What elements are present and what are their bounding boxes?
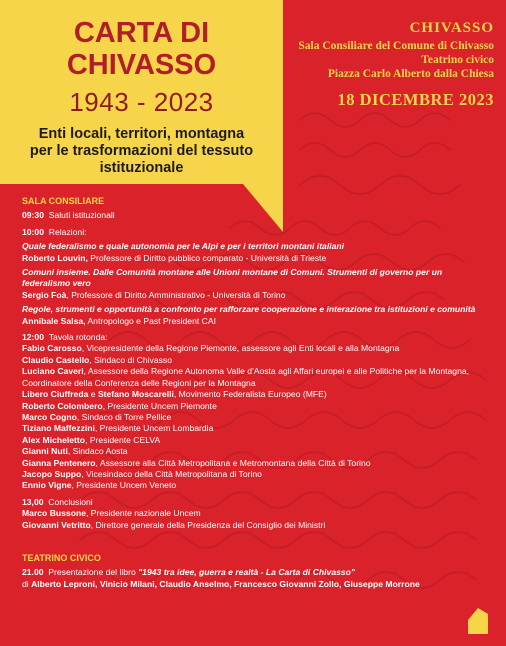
panelist <box>22 355 492 366</box>
time: 12:00 <box>22 332 44 343</box>
program-item-talks <box>22 227 492 238</box>
item-text: Presentazione del libro <box>48 567 139 578</box>
panelist-name: Tiziano Maffezzini <box>22 423 95 434</box>
item-text: Saluti istituzionali <box>48 210 115 221</box>
panelist-name: Marco Cogno <box>22 411 77 422</box>
panelist-name: Luciano Caveri <box>22 366 84 377</box>
speaker <box>22 253 492 264</box>
panelist <box>22 458 492 469</box>
time: 21.00 <box>22 567 44 578</box>
title-years: 1943 - 2023 <box>69 87 214 117</box>
venue-city: CHIVASSO <box>409 20 494 36</box>
panelist <box>22 343 492 354</box>
panelist-name: Fabio Carosso <box>22 343 82 354</box>
program-item-roundtable <box>22 332 492 343</box>
speaker-role: Antropologo e Past President CAI <box>87 315 216 326</box>
subtitle-line-2: per le trasformazioni del tessuto <box>29 143 254 159</box>
speaker <box>22 290 492 301</box>
time: 09:30 <box>22 210 44 221</box>
panelist-role: , Sindaco di Torre Pellice <box>76 411 172 422</box>
speaker <box>22 520 492 531</box>
speaker <box>22 508 492 519</box>
speaker <box>22 316 492 327</box>
speaker-name: Marco Bussone <box>22 508 86 519</box>
speaker-name: Roberto Louvin, <box>22 252 88 263</box>
venue-line-1: Sala Consiliare del Comune di Chivasso <box>298 40 494 52</box>
panelist <box>22 366 492 377</box>
panelist-role: , Sindaco Aosta <box>67 446 128 457</box>
item-text: Relazioni: <box>48 226 87 237</box>
panelist-role: , Presidente Uncem Piemonte <box>102 400 217 411</box>
speaker-role: , Direttore generale della Presidenza del Consiglio dei Ministri <box>90 519 326 530</box>
item-text: Tavola rotonda: <box>48 332 108 343</box>
venue-line-3: Piazza Carlo Alberto dalla Chiesa <box>327 68 494 80</box>
panelist-role: , Movimento Federalista Europeo (MFE) <box>173 389 327 400</box>
book-presentation <box>22 567 492 578</box>
talk-title <box>22 267 492 290</box>
talk-title-text: Regole, strumenti e opportunità a confronto per rafforzare cooperazione e interazione tra istituzioni e comunità <box>22 304 476 315</box>
panelist-role-continued: Coordinatore della Conferenza delle Regioni per la Montagna <box>22 377 256 388</box>
venue-info <box>279 20 494 110</box>
panelist-name: Claudio Castello <box>22 354 90 365</box>
panelist-role: , Presidente CELVA <box>85 434 161 445</box>
talk-title <box>22 304 492 315</box>
speaker-name: Annibale Salsa, <box>22 315 86 326</box>
event-date: 18 DICEMBRE 2023 <box>337 90 494 109</box>
panelist-role: , Sindaco di Chivasso <box>89 354 172 365</box>
panelist-name: Stefano Moscarelli <box>97 389 174 400</box>
conjunction: e <box>88 389 98 400</box>
panelist-role: , Assessore alla Città Metropolitana e Metromontana della Città di Torino <box>95 457 371 468</box>
subtitle-line-1: Enti locali, territori, montagna <box>38 126 245 142</box>
talk-title-text: Quale federalismo e quale autonomia per le Alpi e per i territori montani italiani <box>22 241 345 252</box>
speaker-role: , Professore di Diritto Amministrativo - Università di Torino <box>66 289 286 300</box>
item-text: Conclusioni <box>48 496 93 507</box>
panelist-role: , Presidente Uncem Lombardia <box>94 423 214 434</box>
panelist-name: Libero Ciuffreda <box>22 389 89 400</box>
talk-title-text: Comuni insieme. Dalle Comunità montane alle Unioni montane di Comuni. Strumenti di governo per un federalismo vero <box>22 267 443 289</box>
title-line-2: CHIVASSO <box>66 49 217 81</box>
panelist-name: Roberto Colombero <box>22 400 103 411</box>
title-line-1: CARTA DI <box>73 17 210 49</box>
program <box>22 196 492 590</box>
panelist <box>22 435 492 446</box>
subtitle-line-3: istituzionale <box>99 160 184 176</box>
panelist-name: Alex Micheletto <box>22 434 86 445</box>
speaker-role: Professore di Diritto pubblico comparato - Università di Trieste <box>90 252 327 263</box>
section-title-teatrino: TEATRINO CIVICO <box>22 552 101 563</box>
panelist-role: , Vicesindaco della Città Metropolitana di Torino <box>81 468 262 479</box>
logo-icon <box>468 608 488 634</box>
panelist-name: Jacopo Suppo <box>22 468 82 479</box>
time: 10:00 <box>22 226 44 237</box>
panelist-name: Gianni Nuti <box>22 446 68 457</box>
panelist-role: , Assessore della Regione Autonoma Valle d'Aosta agli Affari europei e alle Politiche per la Montagna, <box>83 366 470 377</box>
panelist <box>22 389 492 400</box>
panelist <box>22 401 492 412</box>
talk-title <box>22 241 492 252</box>
author-names: Alberto Leproni, Vinicio Milani, Claudio Anselmo, Francesco Giovanni Zollo, Giuseppe Morrone <box>31 578 420 589</box>
panelist <box>22 469 492 480</box>
speaker-name: Sergio Foà <box>22 289 67 300</box>
book-authors <box>22 579 492 590</box>
program-item-conclusions <box>22 497 492 508</box>
panelist <box>22 423 492 434</box>
panelist-name: Gianna Pentenero <box>22 457 96 468</box>
panelist <box>22 480 492 491</box>
time: 13,00 <box>22 496 44 507</box>
book-title: "1943 tra idee, guerra e realtà - La Carta di Chivasso" <box>138 567 355 578</box>
panelist <box>22 446 492 457</box>
speaker-role: , Presidente nazionale Uncem <box>86 508 201 519</box>
panelist-role: , Vicepresidente della Regione Piemonte, assessore agli Enti locali e alla Montagna <box>81 343 400 354</box>
speaker-name: Giovanni Vetritto <box>22 519 91 530</box>
panelist-name: Ennio Vigne <box>22 480 72 491</box>
venue-line-2: Teatrino civico <box>421 54 494 66</box>
panelist <box>22 412 492 423</box>
section-title-sala: SALA CONSILIARE <box>22 196 105 206</box>
program-item-welcome <box>22 210 492 221</box>
subtitle <box>0 126 283 177</box>
item-text: di <box>22 578 32 589</box>
panelist-role: , Presidente Uncem Veneto <box>71 480 177 491</box>
